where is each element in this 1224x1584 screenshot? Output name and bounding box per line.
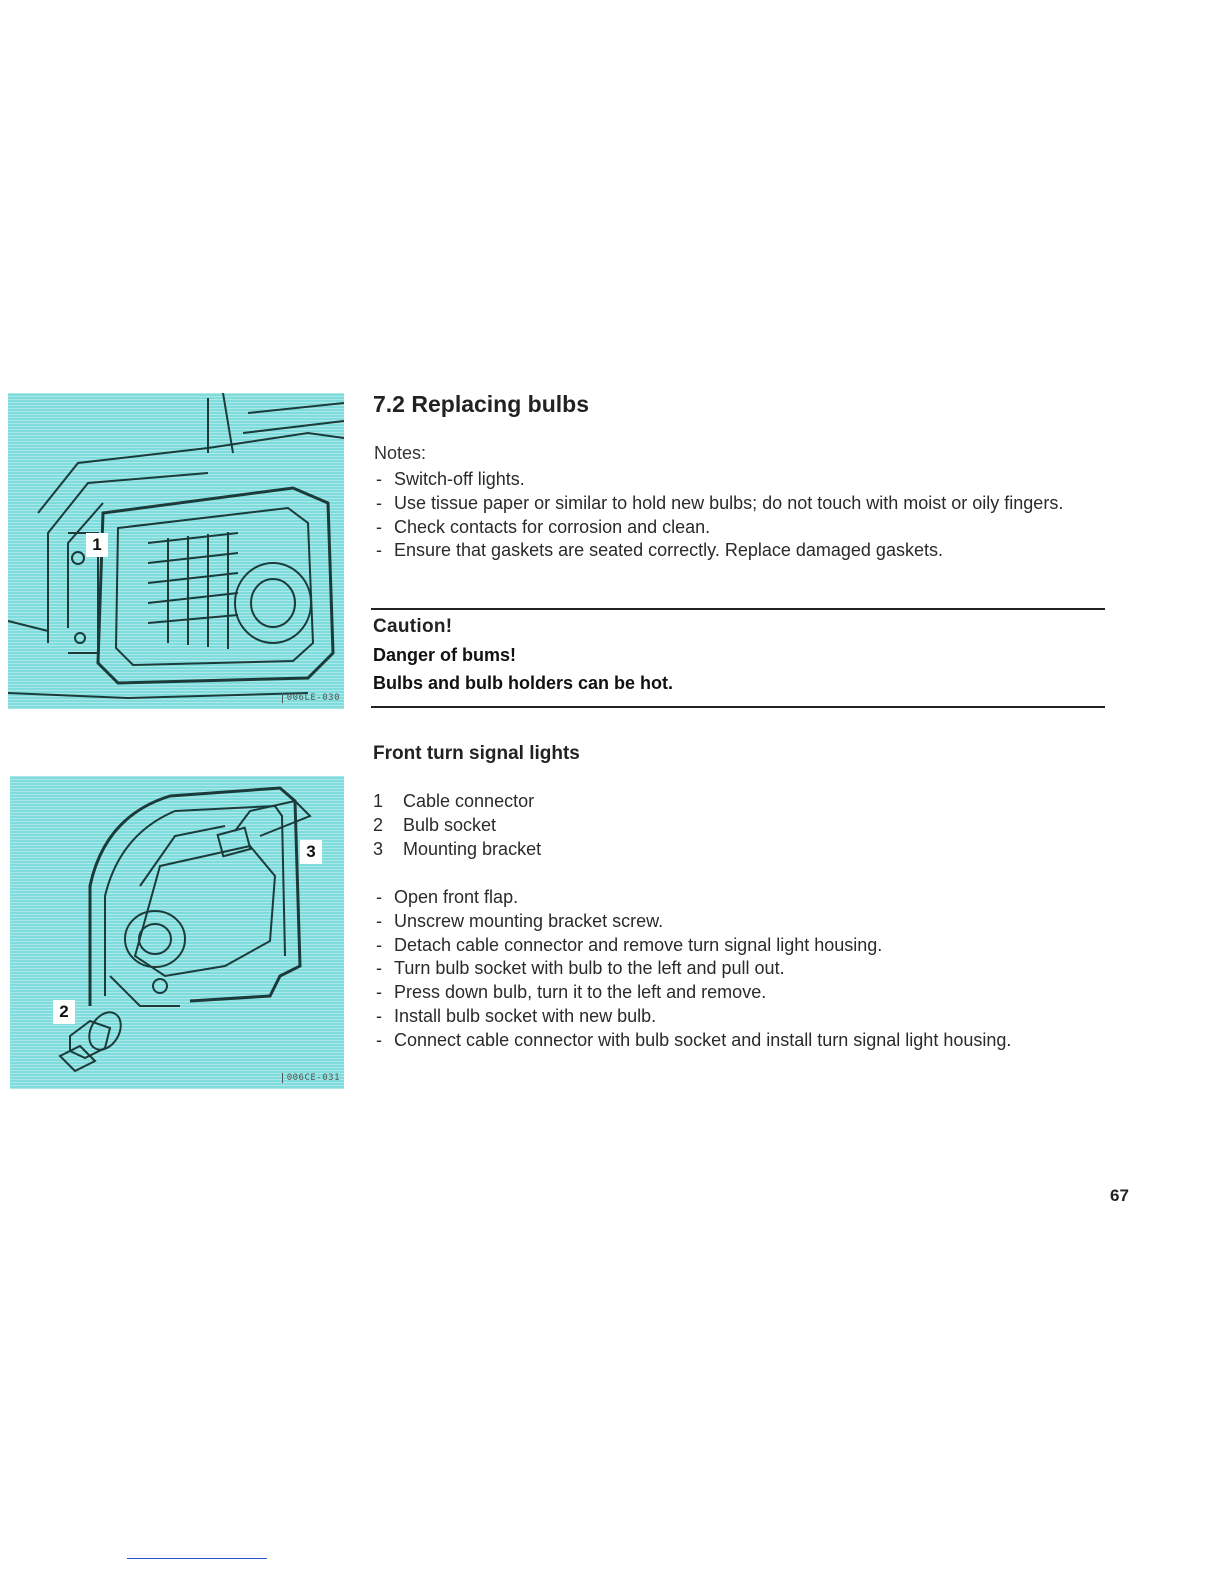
list-item: - Check contacts for corrosion and clean.: [374, 516, 1094, 540]
legend-row: [373, 791, 541, 815]
caution-rule-top: [371, 608, 1105, 610]
subsection-heading: Front turn signal lights: [373, 743, 580, 764]
page-number: 67: [1110, 1186, 1129, 1205]
callout-1: 1: [86, 533, 108, 557]
list-item: - Open front flap.: [374, 886, 1094, 910]
headlight-figure: [8, 393, 344, 709]
list-item: - Turn bulb socket with bulb to the left and pull out.: [374, 957, 1094, 981]
caution-line-1: Danger of bums!: [373, 645, 517, 665]
list-item: - Press down bulb, turn it to the left and remove.: [374, 981, 1094, 1005]
notes-list: [374, 468, 1094, 563]
list-item: - Connect cable connector with bulb socket and install turn signal light housing.: [374, 1029, 1094, 1053]
caution-rule-bottom: [371, 706, 1105, 708]
footer-link-line: [127, 1558, 267, 1559]
legend-label: Bulb socket: [403, 815, 497, 835]
list-item: - Install bulb socket with new bulb.: [374, 1005, 1094, 1029]
callout-2: 2: [53, 1000, 75, 1024]
legend-number: 1: [373, 791, 384, 811]
caution-line-2: Bulbs and bulb holders can be hot.: [373, 673, 674, 693]
legend-row: [373, 839, 541, 863]
legend-number: 2: [373, 815, 384, 835]
caution-title: Caution!: [373, 616, 453, 637]
list-item: - Ensure that gaskets are seated correctly. Replace damaged gaskets.: [374, 539, 1094, 563]
list-item: - Detach cable connector and remove turn signal light housing.: [374, 934, 1094, 958]
legend-label: Mounting bracket: [403, 839, 542, 859]
parts-legend: [373, 791, 541, 863]
turn-signal-figure: [10, 776, 344, 1089]
headlight-illustration: [8, 393, 344, 709]
steps-list: [374, 886, 1094, 1053]
notes-label: Notes:: [374, 443, 427, 463]
figure-code-top: 006LE-030: [282, 693, 340, 703]
legend-row: [373, 815, 541, 839]
legend-number: 3: [373, 839, 384, 859]
list-item: - Use tissue paper or similar to hold new bulbs; do not touch with moist or oily fingers.: [374, 492, 1094, 516]
section-title: 7.2 Replacing bulbs: [373, 391, 589, 417]
list-item: - Switch-off lights.: [374, 468, 1094, 492]
turn-signal-illustration: [10, 776, 344, 1089]
figure-code-bottom: 006CE-031: [282, 1073, 340, 1083]
list-item: - Unscrew mounting bracket screw.: [374, 910, 1094, 934]
legend-label: Cable connector: [403, 791, 535, 811]
callout-3: 3: [300, 840, 322, 864]
